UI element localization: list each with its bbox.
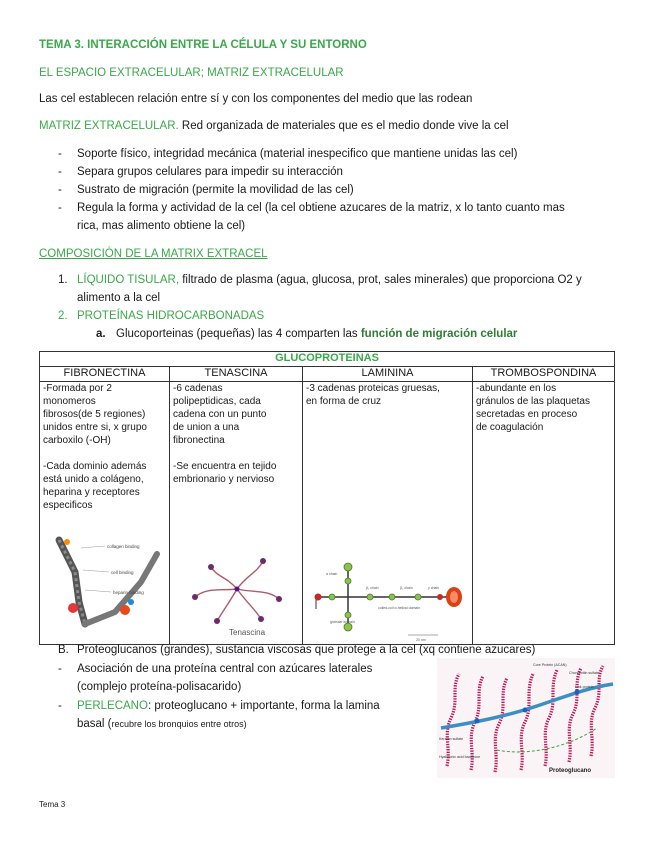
glucoproteinas-table [39,351,615,645]
proteinas-hidrocarbonadas: PROTEÍNAS HIDROCARBONADAS [77,310,265,322]
perlecano-continuation: basal (recubre los bronquios entre otros) [77,718,247,730]
section-subtitle: EL ESPACIO EXTRACELULAR; MATRIZ EXTRACELULAR [39,67,344,79]
proteo-label-link: Link protein [575,685,594,689]
lam-label-coiled: coiled-coil α-helical domain [378,606,421,610]
lam-label-globular: globular domain [330,620,355,624]
bullet-dash: - [58,663,62,675]
fibronectina-cell: -Formada por 2 monomeros fibrosos(de 5 regiones) unidos entre si, x grupo carboxilo (-OH) -Cada dominio además está unido a colágeno, heparina y receptores especificos collagen binding cell binding heparin binding [40,382,170,645]
list-item: - Regula la forma y actividad de la cel (la cel obtiene azucares de la matriz, x lo tanto cuanto mas [58,202,565,214]
laminina-cell: -3 cadenas proteicas gruesas, en forma de cruz α chain β₁ chain β₂ chain γ chain globular domain coiled-coil α-helical domain 20 nm [303,382,473,645]
sub-letter-a: a. [96,328,106,340]
liquido-tisular-item: LÍQUIDO TISULAR, filtrado de plasma (agua, glucosa, prot, sales minerales) que proporciona O2 y [77,274,582,286]
column-laminina: LAMININA [303,367,473,382]
asociacion-line1: Asociación de una proteína central con azúcares laterales [77,663,373,675]
fib-label-collagen: collagen binding [107,544,140,549]
matriz-term: MATRIZ EXTRACELULAR. [39,120,179,132]
proteoglucano-diagram [437,658,615,778]
column-fibronectina: FIBRONECTINA [40,367,170,382]
fib-label-heparin: heparin binding [113,590,144,595]
column-trombospondina: TROMBOSPONDINA [473,367,615,382]
tenascina-label: Tenascina [229,628,266,637]
list-item: - Sustrato de migración (permite la movilidad de las cel) [58,184,354,196]
matriz-text: Red organizada de materiales que es el medio donde vive la cel [178,120,509,132]
proteo-label-hyaluronic: Hyaluronic acid backbone [439,755,481,759]
proteo-label-keratan: Keratan sulfate [439,737,464,741]
lam-label-scale: 20 nm [416,638,426,642]
list-item: - Separa grupos celulares para impedir su interacción [58,166,343,178]
matriz-definition [39,117,509,135]
column-tenascina: TENASCINA [170,367,303,382]
tenascina-cell: -6 cadenas polipeptidicas, cada cadena con un punto de union a una fibronectina -Se encuentra en tejido embrionario y nervioso Tenascina [170,382,303,645]
table-header: GLUCOPROTEINAS [40,352,615,367]
liquido-tisular-continuation: alimento a la cel [77,292,161,304]
fib-label-cell: cell binding [111,570,134,575]
trombospondina-cell: -abundante en los gránulos de las plaquetas secretadas en proceso de coagulación [473,382,615,645]
proteo-label-core: Core Protein (ACAN) [533,663,567,667]
list-item-continuation: rica, mas alimento obtiene la cel) [77,220,246,232]
sub-letter-b: B. [58,644,69,656]
bullet-dash: - [58,700,62,712]
proteo-label-chondroitin: Chondroitin sulfate [569,671,599,675]
page-footer: Tema 3 [39,800,66,809]
asociacion-line2: (complejo proteína-polisacarido) [77,681,242,693]
proteo-label-title: Proteoglucano [549,768,592,774]
lam-label-beta1: β₁ chain [366,586,379,590]
fibronectina-diagram [45,532,167,642]
tenascina-diagram [177,547,301,642]
intro-paragraph: Las cel establecen relación entre sí y con los componentes del medio que las rodean [39,93,473,105]
list-num-1: 1. [58,274,68,286]
matriz-bullet-list [0,145,655,235]
glucoproteinas-item: Glucoporteinas (pequeñas) las 4 comparten las función de migración celular [116,328,518,340]
page-title: TEMA 3. INTERACCIÓN ENTRE LA CÉLULA Y SU ENTORNO [39,39,367,51]
lam-label-gamma: γ chain [428,586,440,590]
composicion-heading: COMPOSICIÓN DE LA MATRIX EXTRACEL [39,248,268,260]
list-num-2: 2. [58,310,68,322]
lam-label-beta2: β₂ chain [400,586,413,590]
list-item: - Soporte físico, integridad mecánica (material inespecifico que mantiene unidas las cel) [58,148,518,160]
lam-label-alpha: α chain [326,572,338,576]
proteoglucanos-item: Proteoglucanos (grandes), sustancia viscosas que protege a la cel (xq contiene azucares) [77,644,536,656]
laminina-diagram [308,557,470,642]
perlecano-item: PERLECANO: proteoglucano + importante, forma la lamina [77,700,380,712]
